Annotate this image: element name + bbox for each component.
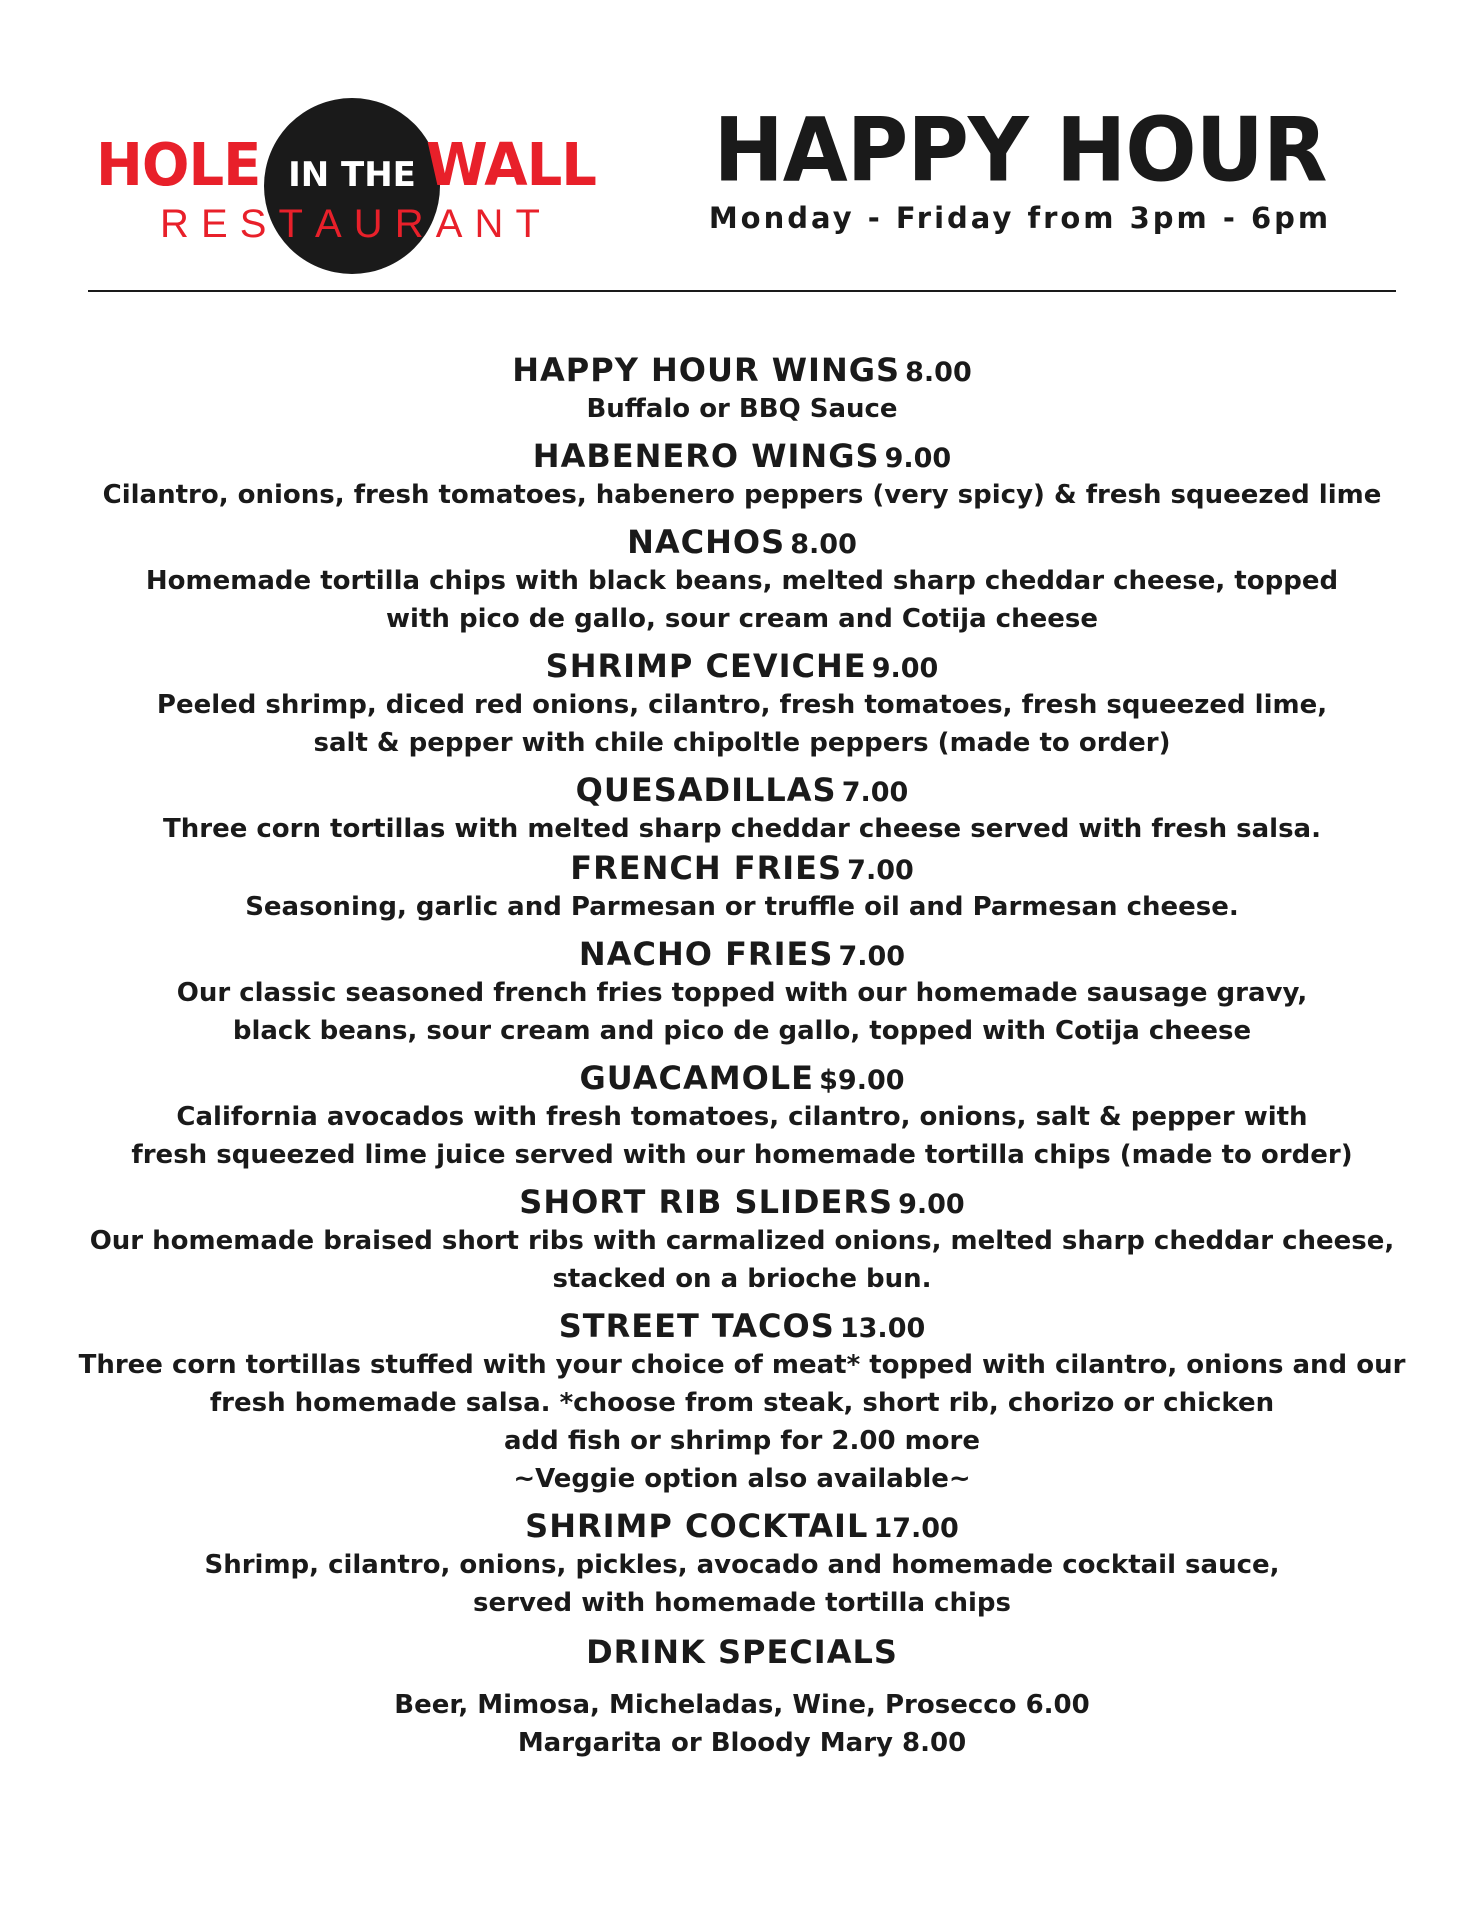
item-price: 9.00 — [898, 1189, 965, 1220]
hours-subtitle: Monday - Friday from 3pm - 6pm — [708, 201, 1332, 235]
item-price: 7.00 — [841, 777, 909, 808]
item-name: GUACAMOLE — [579, 1059, 815, 1097]
item-description: Shrimp, cilantro, onions, pickles, avocado and homemade cocktail sauce, — [204, 1550, 1280, 1580]
menu-item — [60, 1306, 1424, 1498]
item-description: Peeled shrimp, diced red onions, cilantro, fresh tomatoes, fresh squeezed lime, — [156, 690, 1328, 720]
menu-item — [60, 350, 1424, 428]
item-description: Homemade tortilla chips with black beans, melted sharp cheddar cheese, topped — [145, 566, 1339, 596]
item-description: Cilantro, onions, fresh tomatoes, habenero peppers (very spicy) & fresh squeezed lime — [102, 480, 1382, 510]
logo-letter: R — [394, 202, 424, 246]
logo-letter: S — [239, 202, 267, 246]
item-name: FRENCH FRIES — [570, 849, 843, 887]
logo-letter: N — [474, 202, 504, 246]
item-name: SHRIMP COCKTAIL — [525, 1507, 869, 1545]
logo-letter: E — [200, 202, 228, 246]
item-name: HAPPY HOUR WINGS — [512, 351, 901, 389]
item-name: NACHOS — [627, 523, 786, 561]
logo-letter: A — [315, 202, 342, 246]
menu-item — [60, 848, 1424, 926]
item-name: SHRIMP CEVICHE — [545, 647, 867, 685]
item-name: SHORT RIB SLIDERS — [519, 1183, 893, 1221]
item-description: Buffalo or BBQ Sauce — [586, 394, 898, 424]
item-price: 7.00 — [847, 855, 914, 886]
item-description: served with homemade tortilla chips — [473, 1588, 1011, 1618]
item-description: Our classic seasoned french fries topped with our homemade sausage gravy, — [176, 978, 1308, 1008]
item-description: black beans, sour cream and pico de gallo, topped with Cotija cheese — [232, 1016, 1252, 1046]
item-name: HABENERO WINGS — [532, 437, 880, 475]
logo-word-in-the: IN THE — [288, 155, 416, 195]
item-description: Seasoning, garlic and Parmesan or truffle oil and Parmesan cheese. — [245, 892, 1239, 922]
logo-letter: R — [160, 202, 189, 246]
item-name: QUESADILLAS — [575, 771, 837, 809]
drink-specials — [60, 1632, 1424, 1762]
item-description: Our homemade braised short ribs with carmalized onions, melted sharp cheddar cheese, — [89, 1226, 1395, 1256]
menu-item — [60, 522, 1424, 638]
logo-letter: A — [435, 202, 463, 246]
menu-item — [60, 770, 1424, 848]
item-price: 9.00 — [871, 653, 939, 684]
drink-line: Beer, Mimosa, Micheladas, Wine, Prosecco 6.00 — [394, 1690, 1090, 1720]
menu-item — [60, 646, 1424, 762]
drink-line: Margarita or Bloody Mary 8.00 — [517, 1728, 967, 1758]
logo-word-hole: HOLE — [96, 131, 261, 200]
item-description: Three corn tortillas with melted sharp cheddar cheese served with fresh salsa. — [163, 814, 1321, 844]
item-price: 17.00 — [873, 1513, 959, 1544]
logo-word-wall: WALL — [426, 131, 596, 200]
item-price: 13.00 — [839, 1313, 926, 1344]
item-description: fresh homemade salsa. *choose from steak, short rib, chorizo or chicken — [209, 1388, 1275, 1418]
item-description: ~Veggie option also available~ — [513, 1464, 971, 1494]
item-description: stacked on a brioche bun. — [552, 1264, 932, 1294]
item-name: NACHO FRIES — [578, 935, 834, 973]
item-description: Three corn tortillas stuffed with your choice of meat* topped with cilantro, onions and our — [78, 1350, 1406, 1380]
menu-item — [60, 1182, 1424, 1298]
item-price: 8.00 — [790, 529, 857, 560]
item-description: add fish or shrimp for 2.00 more — [504, 1426, 980, 1456]
logo-letter: T — [278, 202, 303, 246]
logo-letter: U — [353, 202, 383, 246]
item-price: 8.00 — [905, 357, 972, 388]
item-name: STREET TACOS — [558, 1307, 835, 1345]
logo-word-restaurant — [160, 204, 540, 244]
logo-letter: T — [515, 202, 540, 246]
item-price: 9.00 — [884, 443, 952, 474]
item-description: California avocados with fresh tomatoes, cilantro, onions, salt & pepper with — [176, 1102, 1308, 1132]
menu-item — [60, 1506, 1424, 1622]
page-title: HAPPY HOUR — [713, 98, 1327, 202]
menu-item — [60, 436, 1424, 514]
menu-item — [60, 1058, 1424, 1174]
item-description: fresh squeezed lime juice served with our homemade tortilla chips (made to order) — [131, 1140, 1353, 1170]
menu-item — [60, 934, 1424, 1050]
item-price: $9.00 — [819, 1065, 905, 1096]
restaurant-logo — [96, 98, 606, 278]
drink-specials-title: DRINK SPECIALS — [586, 1633, 898, 1671]
header-divider — [88, 290, 1396, 292]
item-description: salt & pepper with chile chipoltle peppers (made to order) — [313, 728, 1171, 758]
menu-list — [60, 350, 1424, 1762]
item-price: 7.00 — [838, 941, 906, 972]
item-description: with pico de gallo, sour cream and Cotija cheese — [386, 604, 1098, 634]
